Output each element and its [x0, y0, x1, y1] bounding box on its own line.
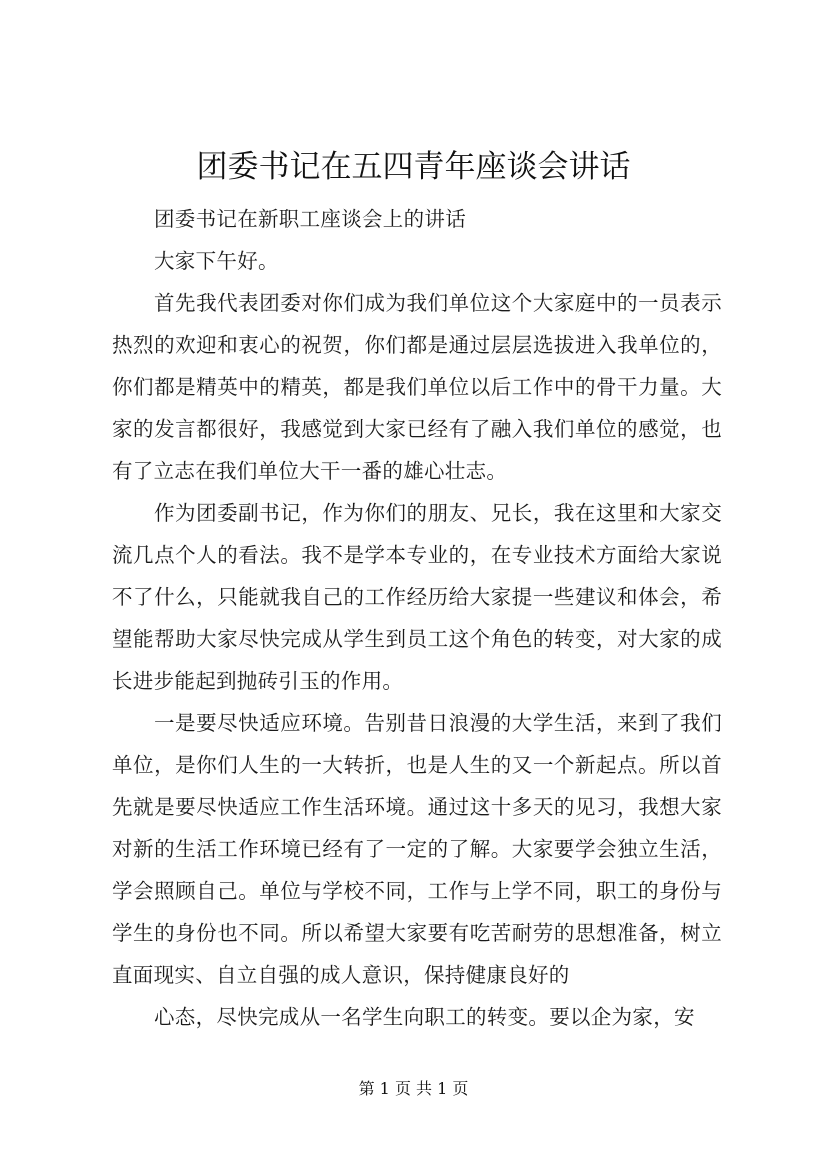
paragraph-continuation: 心态，尽快完成从一名学生向职工的转变。要以企为家，安	[154, 1005, 695, 1029]
page-number: 第 1 页 共 1 页	[358, 1079, 469, 1098]
document-title: 团委书记在五四青年座谈会讲话	[196, 149, 631, 185]
document-body	[112, 198, 722, 1038]
paragraph-intro: 作为团委副书记，作为你们的朋友、兄长，我在这里和大家交流几点个人的看法。我不是学本专业的，在专业技术方面给大家说不了什么，只能就我自己的工作经历给大家提一些建议和体会，希望能帮助大家尽快完成从学生到员工这个角色的转变，对大家的成长进步能起到抛砖引玉的作用。	[112, 501, 722, 693]
paragraph-welcome: 首先我代表团委对你们成为我们单位这个大家庭中的一员表示热烈的欢迎和衷心的祝贺，你们都是通过层层选拔进入我单位的，你们都是精英中的精英，都是我们单位以后工作中的骨干力量。大家的发言都很好，我感觉到大家已经有了融入我们单位的感觉，也有了立志在我们单位大干一番的雄心壮志。	[112, 291, 722, 483]
paragraph-subtitle: 团委书记在新职工座谈会上的讲话	[154, 207, 466, 231]
paragraph-point-one: 一是要尽快适应环境。告别昔日浪漫的大学生活，来到了我们单位，是你们人生的一大转折，也是人生的又一个新起点。所以首先就是要尽快适应工作生活环境。通过这十多天的见习，我想大家对新的生活工作环境已经有了一定的了解。大家要学会独立生活，学会照顾自己。单位与学校不同，工作与上学不同，职工的身份与学生的身份也不同。所以希望大家要有吃苦耐劳的思想准备，树立直面现实、自立自强的成人意识，保持健康良好的	[112, 711, 722, 987]
paragraph-greeting: 大家下午好。	[154, 249, 279, 273]
